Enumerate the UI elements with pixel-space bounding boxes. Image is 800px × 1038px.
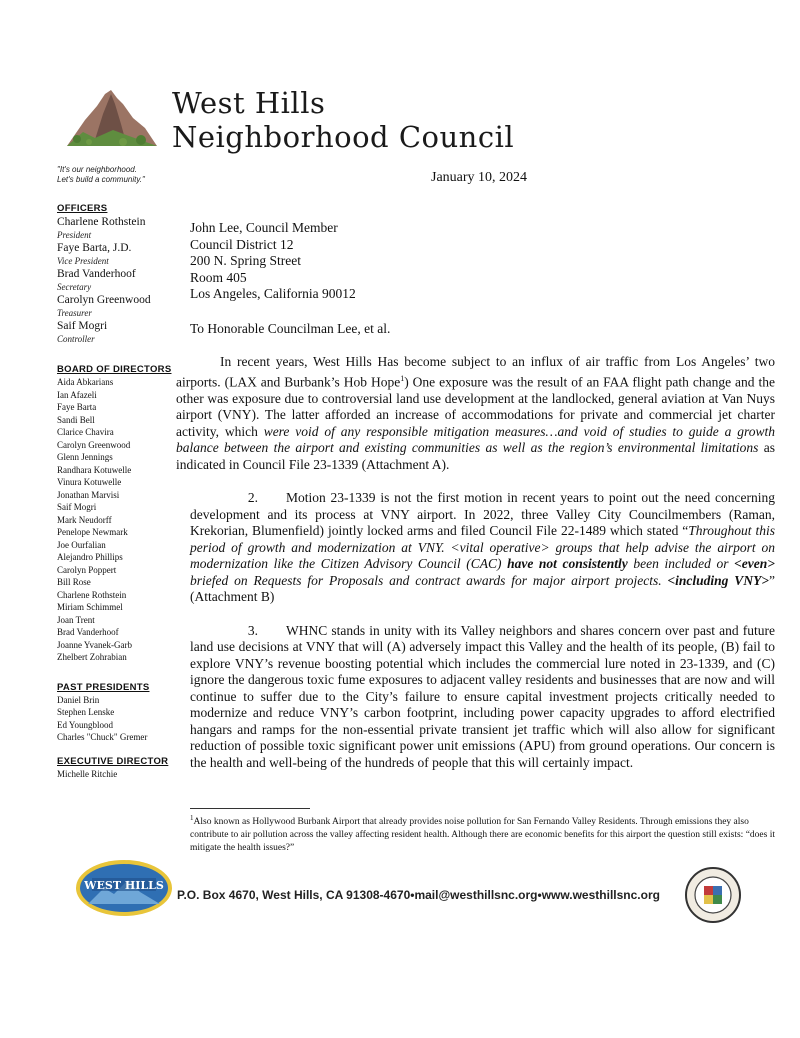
board-member: Glenn Jennings [57,452,113,462]
board-member: Joan Trent [57,614,95,625]
officer-name: Carolyn Greenwood [57,294,151,306]
tagline-line2: Let's build a community." [57,175,145,184]
p2-italic-2: been included or [627,556,735,571]
officer-name: Brad Vanderhoof [57,268,136,280]
p2-text-c: ” (Attachment B) [190,572,776,604]
officer-title: Treasurer [57,308,92,318]
footnote-divider [190,808,310,809]
officer-entry [57,267,182,293]
board-member: Randhara Kotuwelle [57,464,132,475]
footnote-ref: 1 [400,373,405,383]
p1-italic: were void of any responsible mitigation measures…and void of studies to guide a growth balance between the airport and existing communities as well as the region’s environmental limitations [176,423,775,455]
org-name-line1: West Hills [172,86,326,120]
board-member: Charlene Rothstein [57,589,127,600]
officer-entry [57,293,182,319]
paragraph-1 [176,354,775,473]
p3-number: 3. [247,622,258,638]
tagline-line1: "It's our neighborhood. [57,165,137,174]
board-member: Joe Ourfalian [57,539,106,550]
past-president: Stephen Lenske [57,707,115,717]
tagline [57,165,145,185]
board-member: Brad Vanderhoof [57,627,119,637]
footnote-text: Also known as Hollywood Burbank Airport that already provides noise pollution for San Fernando Valley Residents. Through emissions they also contribute to air pollution across the valley affecting resident health. Although there are economic benefits for this airport the question still exists: “does it mitigate the health issues?” [190,817,775,854]
board-member: Jonathan Marvisi [57,489,120,500]
officer-title: Controller [57,334,95,344]
seal-text: WEST HILLS [84,879,164,892]
board-member: Clarice Chavira [57,427,114,437]
officers-heading: OFFICERS [57,203,108,214]
address-line: Council District 12 [190,236,294,252]
board-member: Penelope Newmark [57,527,128,537]
board-member: Bill Rose [57,577,91,587]
officer-entry [57,215,182,241]
footer-contact-info: P.O. Box 4670, West Hills, CA 91308-4670•mail@westhillsnc.org•www.westhillsnc.org [177,888,660,902]
past-presidents-list [57,694,182,744]
p1-text-a: In recent years, West Hills Has become subject to an influx of air traffic from Los Angeles’ two airports. (LAX and Burbank’s Hob Hope [176,354,775,389]
p2-bold-1: have not consistently [507,556,628,571]
officer-title: Secretary [57,282,92,292]
officer-name: Saif Mogri [57,320,108,332]
paragraph-2 [190,490,775,606]
board-member: Faye Barta [57,402,97,412]
board-member: Carolyn Greenwood [57,439,131,450]
officer-entry [57,241,182,267]
sidebar [57,202,182,780]
p2-number: 2. [247,490,258,505]
address-line: John Lee, Council Member [190,220,338,235]
executive-director-name: Michelle Ritchie [57,768,118,779]
board-member: Alejandro Phillips [57,552,123,562]
officer-name: Faye Barta, J.D. [57,242,132,254]
p3-text: WHNC stands in unity with its Valley neighbors and shares concern over past and future land use decisions at VNY that will (A) adversely impact this Valley and the health of its people, (B) fail to explore VNY’s revenue boosting potential which includes the commercial lure noted in 23-1339, and (C) ignore the dangerous toxic fume exposures to adjacent valley residents and businesses that are now and will continue to suffer due to the City’s failure to ensure capital investment projects critically needed to modernize and reduce VNY’s carbon footprint, including power capacity upgrades to afford electrified hangars and ramps for the non-essential private transient jet traffic which will also allow for significant reduction of possible toxic significant power unit emissions (APU) from ground operations. Our concern is the health and well-being of the hundreds of people that this will certainly impact. [190,622,775,770]
p2-italic-1: Throughout this period of growth and modernization at VNY. <vital operative> groups that help advise the airport on modernization like the Citizen Advisory Council (CAC) [190,523,775,571]
board-member: Miriam Schimmel [57,602,123,612]
board-member: Ian Afazeli [57,389,97,400]
officer-title: President [57,230,92,240]
p1-text-c: as indicated in Council File 23-1339 (Attachment A). [176,440,775,472]
board-member: Saif Mogri [57,502,97,512]
board-member: Vinura Kotuwelle [57,477,122,487]
letter-date: January 10, 2024 [431,170,528,185]
officer-title: Vice President [57,256,109,266]
footnote-marker: 1 [190,814,194,822]
board-member: Aida Abkarians [57,377,114,387]
council-logo-image [63,84,159,148]
board-heading: BOARD OF DIRECTORS [57,364,172,375]
board-member: Carolyn Poppert [57,564,117,575]
board-list [57,376,182,664]
board-member: Joanne Yvanek-Garb [57,639,132,650]
p2-bold-3: <including VNY> [667,572,770,588]
address-line: Los Angeles, California 90012 [190,286,356,301]
recipient-address [190,220,775,303]
footnote [190,812,775,855]
paragraph-3 [190,623,775,772]
executive-director-heading: EXECUTIVE DIRECTOR [57,755,169,767]
officers-list [57,215,182,345]
west-hills-seal [74,858,174,918]
board-member: Mark Neudorff [57,514,112,525]
address-line: 200 N. Spring Street [190,253,301,268]
p1-text-b: ) One exposure was the result of an FAA flight path change and the other was exposure due to controversial land use development at the landlocked, general aviation at Van Nuys airport (VNY). The latter afforded an increase of accommodations for private and commercial jet charter activity, which [176,374,775,439]
past-presidents-heading: PAST PRESIDENTS [57,681,150,693]
officer-name: Charlene Rothstein [57,216,146,228]
officer-entry [57,319,182,345]
city-seal-icon [684,866,742,924]
past-president: Ed Youngblood [57,719,114,730]
board-member: Zhelbert Zohrabian [57,652,127,662]
past-president: Charles "Chuck" Gremer [57,732,148,742]
organization-name [172,86,514,154]
past-president: Daniel Brin [57,694,100,705]
p2-bold-2: <even> [734,556,775,571]
p2-italic-3: briefed on Requests for Proposals and contract awards for major airport projects. [190,572,668,588]
org-name-line2: Neighborhood Council [172,120,515,154]
salutation: To Honorable Councilman Lee, et al. [190,320,391,336]
board-member: Sandi Bell [57,414,95,425]
address-line: Room 405 [190,269,247,285]
p2-text-a: Motion 23-1339 is not the first motion in recent years to point out the need concerning development and its process at VNY airport. In 2022, three Valley City Councilmembers (Raman, Krekorian, Blumenfield) jointly locked arms and filed Council File 22-1489 which stated “ [190,490,775,538]
letter-body [176,220,776,771]
